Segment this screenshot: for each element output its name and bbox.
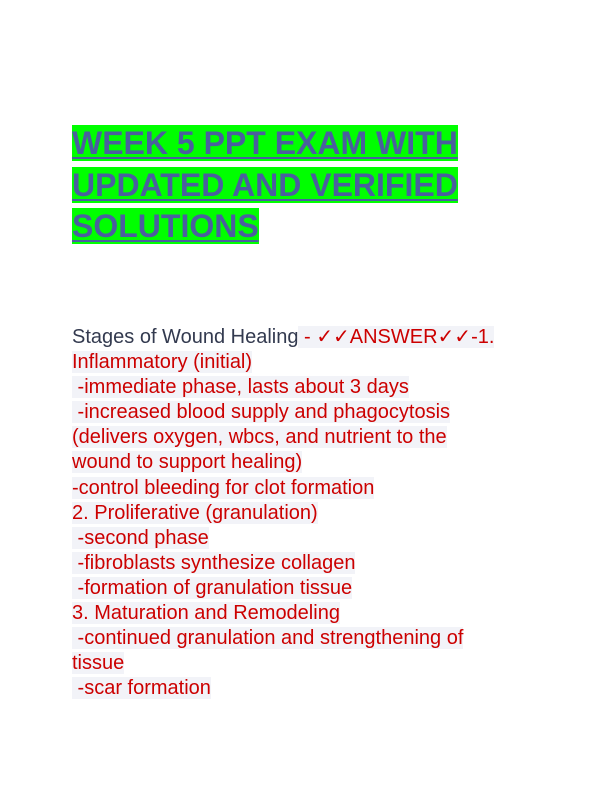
answer-marker: ✓✓ANSWER✓✓ [316,326,472,348]
answer-line: -continued granulation and strengthening of [72,627,464,650]
answer-line: -second phase [72,526,209,549]
answer-line: 3. Maturation and Remodeling [72,602,340,625]
document-title [72,123,532,248]
title-line-3: SOLUTIONS [72,208,259,244]
answer-line: -fibroblasts synthesize collagen [72,551,356,574]
answer-line: -scar formation [72,677,211,700]
title-line-1: WEEK 5 PPT EXAM WITH [72,125,458,161]
answer-line: -control bleeding for clot formation [72,476,375,499]
question-separator: - [298,326,317,348]
answer-line: wound to support healing) [72,451,303,474]
answer-line: -immediate phase, lasts about 3 days [72,376,409,399]
answer-line: -increased blood supply and phagocytosis [72,401,451,424]
answer-line: -formation of granulation tissue [72,576,353,599]
answer-line: (delivers oxygen, wbcs, and nutrient to the [72,426,447,449]
question-text: Stages of Wound Healing [72,326,299,348]
question-answer-block [72,325,542,701]
answer-line: Inflammatory (initial) [72,351,253,374]
title-line-2: UPDATED AND VERIFIED [72,166,458,203]
answer-line: 2. Proliferative (granulation) [72,501,318,524]
question-line [72,325,542,350]
answer-first: -1. [471,326,495,348]
answer-line: tissue [72,652,125,675]
